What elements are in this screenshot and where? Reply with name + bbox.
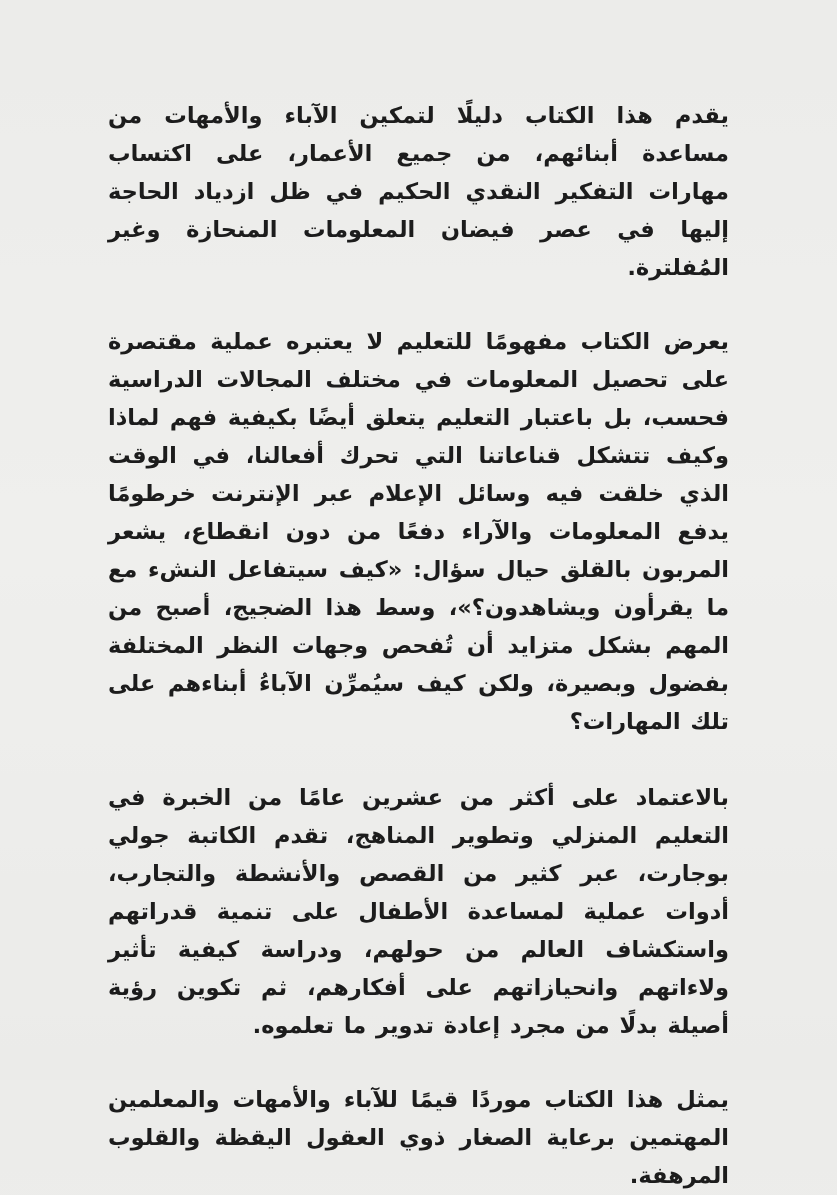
paragraph-concept: يعرض الكتاب مفهومًا للتعليم لا يعتبره عملية مقتصرة على تحصيل المعلومات في مختلف المجالات الدراسية فحسب، بل باعتبار التعليم يتعلق أيضًا بكيفية فهم لماذا وكيف تتشكل قناعاتنا التي تحرك أفعالنا، في الوقت الذي خلقت فيه وسائل الإعلام عبر الإنترنت خرطومًا يدفع المعلومات والآراء دفعًا من دون انقطاع، يشعر المربون بالقلق حيال سؤال: «كيف سيتفاعل النشء مع ما يقرأون ويشاهدون؟»، وسط هذا الضجيج، أصبح من المهم بشكل متزايد أن تُفحص وجهات النظر المختلفة بفضول وبصيرة، ولكن كيف سيُمرِّن الآباءُ أبناءهم على تلك المهارات؟ — [108, 329, 729, 735]
paragraph-intro: يقدم هذا الكتاب دليلًا لتمكين الآباء والأمهات من مساعدة أبنائهم، من جميع الأعمار، على اكتساب مهارات التفكير النقدي الحكيم في ظل ازدياد الحاجة إليها في عصر فيضان المعلومات المنحازة وغير المُفلترة. — [108, 103, 729, 281]
paragraph-conclusion: يمثل هذا الكتاب موردًا قيمًا للآباء والأمهات والمعلمين المهتمين برعاية الصغار ذوي العقول اليقظة والقلوب المرهفة. — [108, 1087, 729, 1189]
paragraph-author-experience: بالاعتماد على أكثر من عشرين عامًا من الخبرة في التعليم المنزلي وتطوير المناهج، تقدم الكاتبة جولي بوجارت، عبر كثير من القصص والأنشطة والتجارب، أدوات عملية لمساعدة الأطفال على تنمية قدراتهم واستكشاف العالم من حولهم، ودراسة كيفية تأثير ولاءاتهم وانحيازاتهم على أفكارهم، ثم تكوين رؤية أصيلة بدلًا من مجرد إعادة تدوير ما تعلموه. — [108, 785, 729, 1039]
